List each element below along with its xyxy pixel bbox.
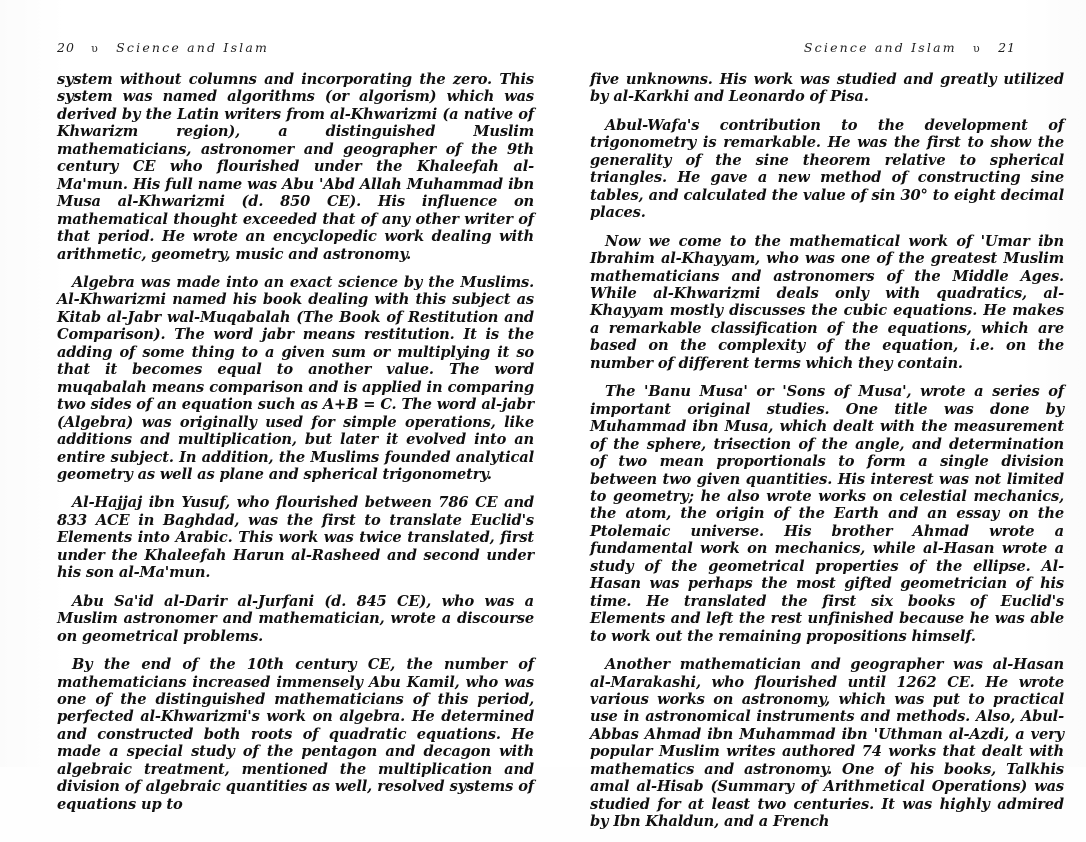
- running-head-right: [590, 40, 1064, 56]
- paragraph: five unknowns. His work was studied and greatly utilized by al-Karkhi and Leonardo of Pisa.: [590, 71, 1064, 106]
- page-number-left: 20: [57, 40, 75, 55]
- paragraph: Abul-Wafa's contribution to the development of trigonometry is remarkable. He was the first to show the generality of the sine theorem relative to spherical triangles. He gave a new method of constructing sine tables, and calculated the value of sin 30° to eight decimal places.: [590, 116, 1064, 222]
- running-head-title: Science and Islam: [116, 40, 270, 55]
- page-left-body: [57, 71, 534, 813]
- paragraph: Another mathematician and geographer was al-Hasan al-Marakashi, who flourished until 1262 CE. He wrote various works on astronomy, which was put to practical use in astronomical instruments and methods. Also, Abul-Abbas Ahmad ibn Muhammad ibn 'Uthman al-Azdi, a very popular Muslim writes authored 74 works that dealt with mathematics and astronomy. One of his books, Talkhis amal al-Hisab (Summary of Arithmetical Operations) was studied for at least two centuries. It was highly admired by Ibn Khaldun, and a French: [590, 656, 1064, 831]
- page-right-body: [590, 71, 1064, 831]
- page-right: [590, 40, 1064, 842]
- paragraph: system without columns and incorporating the zero. This system was named algorithms (or algorism) which was derived by the Latin writers from al-Khwarizmi (a native of Khwarizm region), a distinguished Muslim mathematicians, astronomer and geographer of the 9th century CE who flourished under the Khaleefah al-Ma'mun. His full name was Abu 'Abd Allah Muhammad ibn Musa al-Khwarizmi (d. 850 CE). His influence on mathematical thought exceeded that of any other writer of that period. He wrote an encyclopedic work dealing with arithmetic, geometry, music and astronomy.: [57, 71, 534, 263]
- paragraph: Now we come to the mathematical work of 'Umar ibn Ibrahim al-Khayyam, who was one of the greatest Muslim mathematicians and astronomers of the Middle Ages. While al-Khwarizmi deals only with quadratics, al-Khayyam mostly discusses the cubic equations. He makes a remarkable classification of the equations, which are based on the complexity of the equation, i.e. on the number of different terms which they contain.: [590, 232, 1064, 372]
- fleuron-ornament-icon: υ: [91, 42, 100, 55]
- paragraph: Algebra was made into an exact science by the Muslims. Al-Khwarizmi named his book dealing with this subject as Kitab al-Jabr wal-Muqabalah (The Book of Restitution and Comparison). The word jabr means restitution. It is the adding of some thing to a given sum or multiplying it so that it becomes equal to another value. The word muqabalah means comparison and is applied in comparing two sides of an equation such as A+B = C. The word al-jabr (Algebra) was originally used for simple operations, like additions and multiplication, but later it evolved into an entire subject. In addition, the Muslims founded analytical geometry as well as plane and spherical trigonometry.: [57, 273, 534, 483]
- running-head-title: Science and Islam: [803, 40, 957, 55]
- paragraph: Al-Hajjaj ibn Yusuf, who flourished between 786 CE and 833 ACE in Baghdad, was the first to translate Euclid's Elements into Arabic. This work was twice translated, first under the Khaleefah Harun al-Rasheed and second under his son al-Ma'mun.: [57, 494, 534, 582]
- page-left: [57, 40, 534, 824]
- paragraph: The 'Banu Musa' or 'Sons of Musa', wrote a series of important original studies. One title was done by Muhammad ibn Musa, which dealt with the measurement of the sphere, trisection of the angle, and determination of two mean proportionals to form a single division between two given quantities. His interest was not limited to geometry; he also wrote works on celestial mechanics, the atom, the origin of the Earth and an essay on the Ptolemaic universe. His brother Ahmad wrote a fundamental work on mechanics, while al-Hasan wrote a study of the geometrical properties of the ellipse. Al-Hasan was perhaps the most gifted geometrician of his time. He translated the first six books of Euclid's Elements and left the rest unfinished because he was able to work out the remaining propositions himself.: [590, 383, 1064, 645]
- fleuron-ornament-icon: υ: [973, 42, 982, 55]
- running-head-left: [57, 40, 534, 56]
- paragraph: By the end of the 10th century CE, the number of mathematicians increased immensely Abu Kamil, who was one of the distinguished mathematicians of this period, perfected al-Khwarizmi's work on algebra. He determined and constructed both roots of quadratic equations. He made a special study of the pentagon and decagon with algebraic treatment, mentioned the multiplication and division of algebraic quantities as well, resolved systems of equations up to: [57, 656, 534, 813]
- paragraph: Abu Sa'id al-Darir al-Jurfani (d. 845 CE), who was a Muslim astronomer and mathematician, wrote a discourse on geometrical problems.: [57, 592, 534, 645]
- page-number-right: 21: [998, 40, 1016, 55]
